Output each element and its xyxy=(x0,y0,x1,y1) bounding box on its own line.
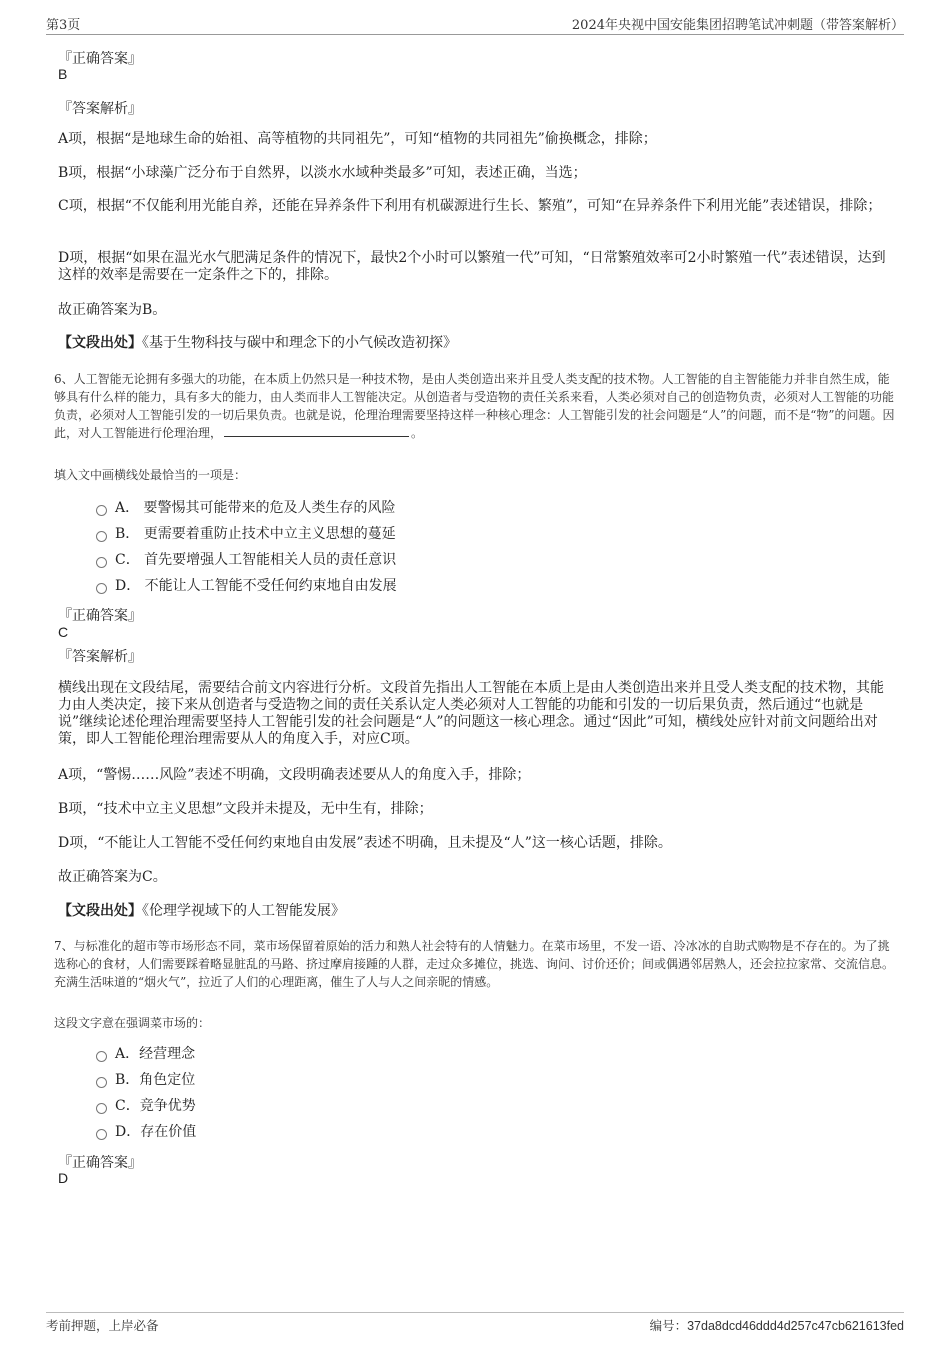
option-b[interactable] xyxy=(96,524,396,544)
question-text xyxy=(54,370,896,442)
radio-icon[interactable] xyxy=(96,1077,107,1088)
radio-icon[interactable] xyxy=(96,583,107,594)
answer-label: 『正确答案』 xyxy=(58,1155,142,1171)
analysis-conclusion: 故正确答案为C。 xyxy=(58,869,167,885)
option-label: C． 首先要增强人工智能相关人员的责任意识 xyxy=(115,552,397,568)
option-label: D． 不能让人工智能不受任何约束地自由发展 xyxy=(115,578,397,594)
document-title: 2024年央视中国安能集团招聘笔试冲刺题（带答案解析） xyxy=(571,18,904,33)
answer-label: 『正确答案』 xyxy=(58,608,142,624)
answer-label: 『正确答案』 xyxy=(58,51,142,67)
analysis-conclusion: 故正确答案为B。 xyxy=(58,302,167,318)
source-label: 【文段出处】 xyxy=(58,335,142,351)
analysis-paragraph: A项，根据“是地球生命的始祖、高等植物的共同祖先”，可知“植物的共同祖先”偷换概念，排除； xyxy=(58,131,657,147)
question-prompt: 这段文字意在强调菜市场的： xyxy=(54,1016,211,1030)
question-body: 6、人工智能无论拥有多强大的功能，在本质上仍然只是一种技术物，是由人类创造出来并且受人类支配的技术物。人工智能的自主智能能力并非自然生成，能够具有什么样的能力，具有多大的能力，由人类而非人工智能决定。从创造者与受造物的责任关系来看，人类必须对自己的创造物负责，必须对人工智能的功能负责，必须对人工智能引发的一切后果负责。也就是说，伦理治理需要坚持这样一种核心理念：人工智能引发的社会问题是“人”的问题，而不是“物”的问题。因此，对人工智能进行伦理治理， xyxy=(54,372,895,440)
analysis-paragraph: 横线出现在文段结尾，需要结合前文内容进行分析。文段首先指出人工智能在本质上是由人类创造出来并且受人类支配的技术物，其能力由人类决定，接下来从创造者与受造物之间的责任关系认定人类必须对人工智能的功能和引发的一切后果负责，然后通过“也就是说”继续论述伦理治理需要坚持人工智能引发的社会问题是“人”的问题这一核心理念。通过“因此”可知，横线处应针对前文问题给出对策，即人工智能伦理治理需要从人的角度入手，对应C项。 xyxy=(58,680,884,747)
correct-answer: D xyxy=(58,1170,69,1186)
analysis-paragraph: C项，根据“不仅能利用光能自养，还能在异养条件下利用有机碳源进行生长、繁殖”，可知“在异养条件下利用光能”表述错误，排除； xyxy=(58,198,882,214)
option-a[interactable] xyxy=(96,1044,195,1064)
radio-icon[interactable] xyxy=(96,531,107,542)
radio-icon[interactable] xyxy=(96,557,107,568)
option-d[interactable] xyxy=(96,1122,196,1142)
footer-slogan: 考前押题，上岸必备 xyxy=(46,1318,159,1333)
option-d[interactable] xyxy=(96,576,397,596)
analysis-label: 『答案解析』 xyxy=(58,649,142,665)
analysis-paragraph: B项，根据“小球藻广泛分布于自然界，以淡水水域种类最多”可知，表述正确，当选； xyxy=(58,165,587,181)
source-line xyxy=(58,335,888,352)
question-end: 。 xyxy=(411,426,424,440)
option-b[interactable] xyxy=(96,1070,195,1090)
page-number: 第3页 xyxy=(46,18,81,33)
document-id: 编号：37da8dcd46ddd4d257c47cb621613fed xyxy=(649,1319,904,1333)
correct-answer: C xyxy=(58,624,69,640)
page-header xyxy=(46,14,904,35)
source-line xyxy=(58,903,888,920)
analysis-paragraph: D项，“不能让人工智能不受任何约束地自由发展”表述不明确，且未提及“人”这一核心话题，排除。 xyxy=(58,835,672,851)
option-label: C．竞争优势 xyxy=(115,1098,196,1114)
page-footer xyxy=(46,1312,904,1333)
question-prompt: 填入文中画横线处最恰当的一项是： xyxy=(54,468,247,482)
option-c[interactable] xyxy=(96,550,396,570)
option-a[interactable] xyxy=(96,498,396,518)
source-label: 【文段出处】 xyxy=(58,903,142,919)
option-c[interactable] xyxy=(96,1096,196,1116)
radio-icon[interactable] xyxy=(96,1129,107,1140)
analysis-paragraph: B项，“技术中立主义思想”文段并未提及，无中生有，排除； xyxy=(58,801,433,817)
analysis-label: 『答案解析』 xyxy=(58,101,142,117)
radio-icon[interactable] xyxy=(96,1051,107,1062)
blank-line xyxy=(224,424,409,437)
option-label: B． 更需要着重防止技术中立主义思想的蔓延 xyxy=(115,526,396,542)
source-title: 《基于生物科技与碳中和理念下的小气候改造初探》 xyxy=(142,335,457,351)
source-title: 《伦理学视域下的人工智能发展》 xyxy=(142,903,345,919)
option-label: A． 要警惕其可能带来的危及人类生存的风险 xyxy=(115,500,396,516)
radio-icon[interactable] xyxy=(96,505,107,516)
correct-answer: B xyxy=(58,66,68,82)
question-text: 7、与标准化的超市等市场形态不同，菜市场保留着原始的活力和熟人社会特有的人情魅力。在菜市场里，不发一语、冷冰冰的自助式购物是不存在的。为了挑选称心的食材，人们需要踩着略显脏乱的马路、挤过摩肩接踵的人群，走过众多摊位，挑选、询问、讨价还价；间或偶遇邻居熟人，还会拉拉家常、交流信息。充满生活味道的“烟火气”，拉近了人们的心理距离，催生了人与人之间亲昵的情感。 xyxy=(54,939,895,989)
option-label: B．角色定位 xyxy=(115,1072,196,1088)
analysis-paragraph: A项，“警惕……风险”表述不明确，文段明确表述要从人的角度入手，排除； xyxy=(58,767,531,783)
radio-icon[interactable] xyxy=(96,1103,107,1114)
option-label: D．存在价值 xyxy=(115,1124,197,1140)
analysis-paragraph: D项，根据“如果在温光水气肥满足条件的情况下，最快2个小时可以繁殖一代”可知，“日常繁殖效率可2小时繁殖一代”表述错误，达到这样的效率是需要在一定条件之下的，排除。 xyxy=(58,250,886,283)
option-label: A．经营理念 xyxy=(115,1046,196,1062)
